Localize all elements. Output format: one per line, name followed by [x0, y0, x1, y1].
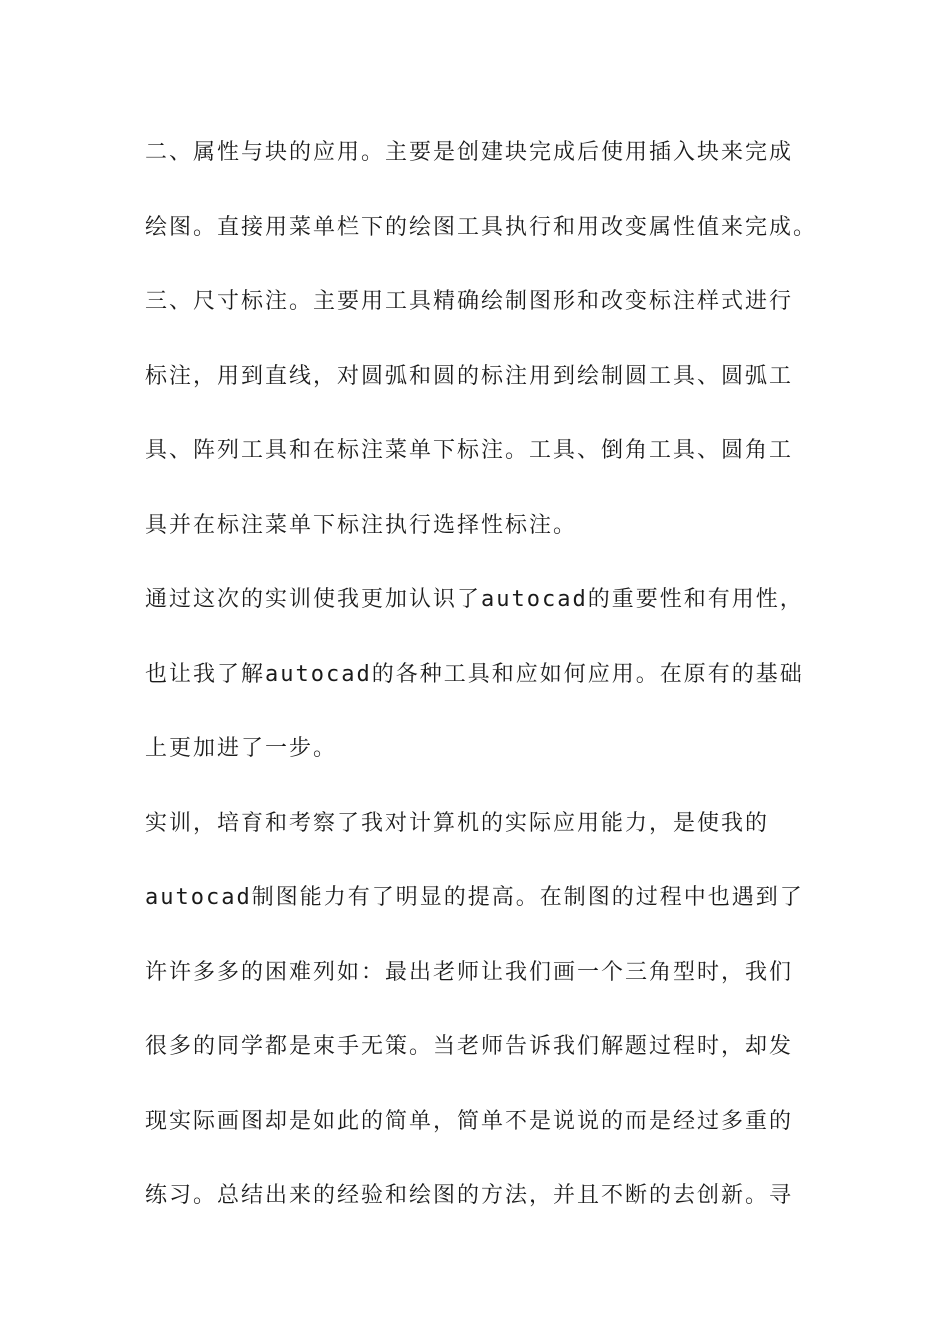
text-line: 许许多多的困难列如：最出老师让我们画一个三角型时，我们	[145, 959, 794, 985]
text-line: 上更加进了一步。	[145, 736, 338, 761]
document-body	[145, 131, 818, 1249]
text-line: 具、阵列工具和在标注菜单下标注。工具、倒角工具、圆角工	[145, 438, 794, 463]
text-line: 现实际画图却是如此的简单，简单不是说说的而是经过多重的	[145, 1108, 794, 1134]
text-line: 练习。总结出来的经验和绘图的方法，并且不断的去创新。寻	[145, 1183, 794, 1208]
text-line: 通过这次的实训使我更加认识了autocad的重要性和有用性，	[145, 587, 804, 612]
text-line: autocad制图能力有了明显的提高。在制图的过程中也遇到了	[145, 885, 804, 910]
text-line: 很多的同学都是束手无策。当老师告诉我们解题过程时，却发	[145, 1034, 794, 1059]
text-line: 三、尺寸标注。主要用工具精确绘制图形和改变标注样式进行	[145, 289, 794, 314]
text-line: 实训，培育和考察了我对计算机的实际应用能力，是使我的	[145, 810, 770, 836]
text-line: 二、属性与块的应用。主要是创建块完成后使用插入块来完成	[145, 140, 794, 165]
text-line: 绘图。直接用菜单栏下的绘图工具执行和用改变属性值来完成。	[145, 214, 818, 240]
text-line: 标注，用到直线，对圆弧和圆的标注用到绘制圆工具、圆弧工	[145, 363, 794, 389]
text-line: 具并在标注菜单下标注执行选择性标注。	[145, 512, 578, 538]
text-line: 也让我了解autocad的各种工具和应如何应用。在原有的基础	[145, 661, 804, 687]
